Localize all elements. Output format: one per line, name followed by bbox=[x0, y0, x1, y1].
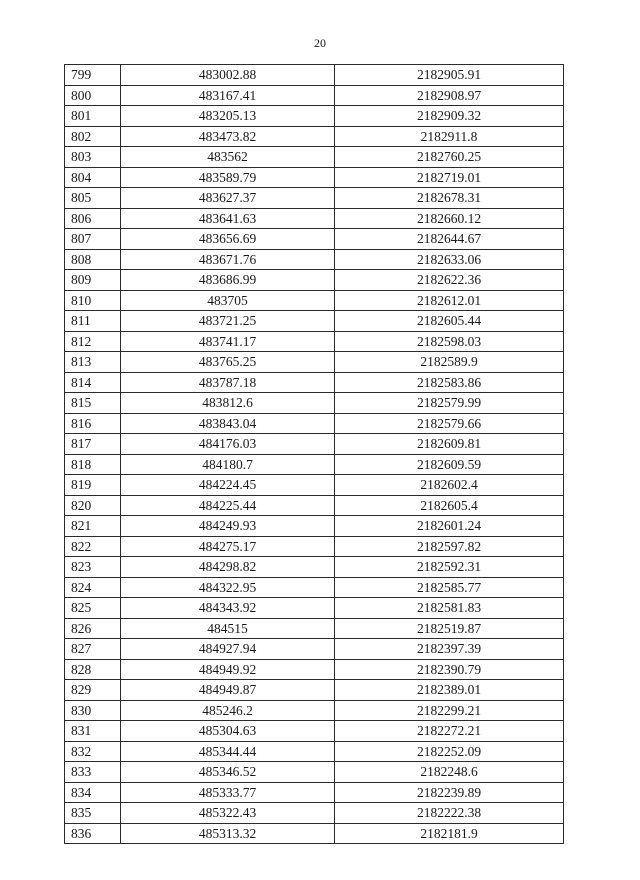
point-number-cell: 822 bbox=[65, 536, 121, 557]
table-row bbox=[65, 208, 564, 229]
x-coordinate-cell: 484927.94 bbox=[121, 639, 335, 660]
x-coordinate-cell: 483205.13 bbox=[121, 106, 335, 127]
x-coordinate-cell: 484176.03 bbox=[121, 434, 335, 455]
point-number-cell: 832 bbox=[65, 741, 121, 762]
x-coordinate-cell: 484515 bbox=[121, 618, 335, 639]
table-row bbox=[65, 65, 564, 86]
point-number-cell: 817 bbox=[65, 434, 121, 455]
point-number-cell: 816 bbox=[65, 413, 121, 434]
table-row bbox=[65, 700, 564, 721]
x-coordinate-cell: 485246.2 bbox=[121, 700, 335, 721]
point-number-cell: 831 bbox=[65, 721, 121, 742]
y-coordinate-cell: 2182589.9 bbox=[335, 352, 564, 373]
y-coordinate-cell: 2182397.39 bbox=[335, 639, 564, 660]
x-coordinate-cell: 483671.76 bbox=[121, 249, 335, 270]
x-coordinate-cell: 483765.25 bbox=[121, 352, 335, 373]
x-coordinate-cell: 485333.77 bbox=[121, 782, 335, 803]
y-coordinate-cell: 2182181.9 bbox=[335, 823, 564, 844]
y-coordinate-cell: 2182612.01 bbox=[335, 290, 564, 311]
table-row bbox=[65, 741, 564, 762]
x-coordinate-cell: 485304.63 bbox=[121, 721, 335, 742]
y-coordinate-cell: 2182622.36 bbox=[335, 270, 564, 291]
x-coordinate-cell: 483589.79 bbox=[121, 167, 335, 188]
table-row bbox=[65, 782, 564, 803]
y-coordinate-cell: 2182581.83 bbox=[335, 598, 564, 619]
x-coordinate-cell: 484275.17 bbox=[121, 536, 335, 557]
table-row bbox=[65, 393, 564, 414]
y-coordinate-cell: 2182390.79 bbox=[335, 659, 564, 680]
table-row bbox=[65, 659, 564, 680]
table-row bbox=[65, 618, 564, 639]
y-coordinate-cell: 2182239.89 bbox=[335, 782, 564, 803]
table-row bbox=[65, 147, 564, 168]
y-coordinate-cell: 2182908.97 bbox=[335, 85, 564, 106]
y-coordinate-cell: 2182579.66 bbox=[335, 413, 564, 434]
x-coordinate-cell: 484180.7 bbox=[121, 454, 335, 475]
coordinates-table-body bbox=[65, 65, 564, 844]
x-coordinate-cell: 483787.18 bbox=[121, 372, 335, 393]
table-row bbox=[65, 352, 564, 373]
point-number-cell: 821 bbox=[65, 516, 121, 537]
table-row bbox=[65, 598, 564, 619]
point-number-cell: 800 bbox=[65, 85, 121, 106]
y-coordinate-cell: 2182389.01 bbox=[335, 680, 564, 701]
point-number-cell: 811 bbox=[65, 311, 121, 332]
x-coordinate-cell: 483002.88 bbox=[121, 65, 335, 86]
y-coordinate-cell: 2182760.25 bbox=[335, 147, 564, 168]
y-coordinate-cell: 2182585.77 bbox=[335, 577, 564, 598]
table-row bbox=[65, 823, 564, 844]
x-coordinate-cell: 483562 bbox=[121, 147, 335, 168]
x-coordinate-cell: 484949.87 bbox=[121, 680, 335, 701]
point-number-cell: 814 bbox=[65, 372, 121, 393]
point-number-cell: 827 bbox=[65, 639, 121, 660]
point-number-cell: 823 bbox=[65, 557, 121, 578]
page-number: 20 bbox=[314, 36, 326, 50]
y-coordinate-cell: 2182252.09 bbox=[335, 741, 564, 762]
table-row bbox=[65, 557, 564, 578]
table-row bbox=[65, 495, 564, 516]
x-coordinate-cell: 485346.52 bbox=[121, 762, 335, 783]
point-number-cell: 808 bbox=[65, 249, 121, 270]
table-row bbox=[65, 454, 564, 475]
x-coordinate-cell: 483705 bbox=[121, 290, 335, 311]
point-number-cell: 805 bbox=[65, 188, 121, 209]
point-number-cell: 810 bbox=[65, 290, 121, 311]
x-coordinate-cell: 484298.82 bbox=[121, 557, 335, 578]
x-coordinate-cell: 483473.82 bbox=[121, 126, 335, 147]
point-number-cell: 815 bbox=[65, 393, 121, 414]
point-number-cell: 801 bbox=[65, 106, 121, 127]
y-coordinate-cell: 2182905.91 bbox=[335, 65, 564, 86]
point-number-cell: 813 bbox=[65, 352, 121, 373]
point-number-cell: 834 bbox=[65, 782, 121, 803]
x-coordinate-cell: 483641.63 bbox=[121, 208, 335, 229]
table-row bbox=[65, 516, 564, 537]
y-coordinate-cell: 2182519.87 bbox=[335, 618, 564, 639]
x-coordinate-cell: 484224.45 bbox=[121, 475, 335, 496]
x-coordinate-cell: 484949.92 bbox=[121, 659, 335, 680]
table-row bbox=[65, 229, 564, 250]
y-coordinate-cell: 2182911.8 bbox=[335, 126, 564, 147]
y-coordinate-cell: 2182248.6 bbox=[335, 762, 564, 783]
point-number-cell: 818 bbox=[65, 454, 121, 475]
x-coordinate-cell: 484343.92 bbox=[121, 598, 335, 619]
y-coordinate-cell: 2182579.99 bbox=[335, 393, 564, 414]
x-coordinate-cell: 485344.44 bbox=[121, 741, 335, 762]
point-number-cell: 819 bbox=[65, 475, 121, 496]
table-row bbox=[65, 434, 564, 455]
y-coordinate-cell: 2182222.38 bbox=[335, 803, 564, 824]
table-row bbox=[65, 249, 564, 270]
point-number-cell: 820 bbox=[65, 495, 121, 516]
y-coordinate-cell: 2182609.59 bbox=[335, 454, 564, 475]
x-coordinate-cell: 483627.37 bbox=[121, 188, 335, 209]
point-number-cell: 812 bbox=[65, 331, 121, 352]
x-coordinate-cell: 483741.17 bbox=[121, 331, 335, 352]
x-coordinate-cell: 483812.6 bbox=[121, 393, 335, 414]
point-number-cell: 829 bbox=[65, 680, 121, 701]
point-number-cell: 802 bbox=[65, 126, 121, 147]
point-number-cell: 835 bbox=[65, 803, 121, 824]
table-row bbox=[65, 762, 564, 783]
y-coordinate-cell: 2182597.82 bbox=[335, 536, 564, 557]
x-coordinate-cell: 484249.93 bbox=[121, 516, 335, 537]
y-coordinate-cell: 2182644.67 bbox=[335, 229, 564, 250]
point-number-cell: 807 bbox=[65, 229, 121, 250]
table-row bbox=[65, 536, 564, 557]
point-number-cell: 804 bbox=[65, 167, 121, 188]
table-row bbox=[65, 413, 564, 434]
y-coordinate-cell: 2182592.31 bbox=[335, 557, 564, 578]
y-coordinate-cell: 2182633.06 bbox=[335, 249, 564, 270]
y-coordinate-cell: 2182583.86 bbox=[335, 372, 564, 393]
point-number-cell: 836 bbox=[65, 823, 121, 844]
table-row bbox=[65, 721, 564, 742]
point-number-cell: 825 bbox=[65, 598, 121, 619]
y-coordinate-cell: 2182605.44 bbox=[335, 311, 564, 332]
y-coordinate-cell: 2182909.32 bbox=[335, 106, 564, 127]
table-row bbox=[65, 803, 564, 824]
point-number-cell: 799 bbox=[65, 65, 121, 86]
table-row bbox=[65, 270, 564, 291]
point-number-cell: 809 bbox=[65, 270, 121, 291]
table-row bbox=[65, 475, 564, 496]
y-coordinate-cell: 2182299.21 bbox=[335, 700, 564, 721]
coordinates-table bbox=[64, 64, 564, 844]
table-row bbox=[65, 126, 564, 147]
y-coordinate-cell: 2182602.4 bbox=[335, 475, 564, 496]
table-row bbox=[65, 188, 564, 209]
point-number-cell: 833 bbox=[65, 762, 121, 783]
table-row bbox=[65, 331, 564, 352]
y-coordinate-cell: 2182660.12 bbox=[335, 208, 564, 229]
table-row bbox=[65, 639, 564, 660]
y-coordinate-cell: 2182678.31 bbox=[335, 188, 564, 209]
x-coordinate-cell: 483167.41 bbox=[121, 85, 335, 106]
y-coordinate-cell: 2182609.81 bbox=[335, 434, 564, 455]
point-number-cell: 803 bbox=[65, 147, 121, 168]
x-coordinate-cell: 485313.32 bbox=[121, 823, 335, 844]
y-coordinate-cell: 2182598.03 bbox=[335, 331, 564, 352]
point-number-cell: 830 bbox=[65, 700, 121, 721]
point-number-cell: 824 bbox=[65, 577, 121, 598]
x-coordinate-cell: 483686.99 bbox=[121, 270, 335, 291]
table-row bbox=[65, 372, 564, 393]
table-row bbox=[65, 167, 564, 188]
table-row bbox=[65, 106, 564, 127]
x-coordinate-cell: 483721.25 bbox=[121, 311, 335, 332]
point-number-cell: 826 bbox=[65, 618, 121, 639]
table-row bbox=[65, 577, 564, 598]
y-coordinate-cell: 2182605.4 bbox=[335, 495, 564, 516]
table-row bbox=[65, 680, 564, 701]
table-row bbox=[65, 85, 564, 106]
y-coordinate-cell: 2182719.01 bbox=[335, 167, 564, 188]
point-number-cell: 828 bbox=[65, 659, 121, 680]
y-coordinate-cell: 2182272.21 bbox=[335, 721, 564, 742]
x-coordinate-cell: 483843.04 bbox=[121, 413, 335, 434]
table-row bbox=[65, 311, 564, 332]
point-number-cell: 806 bbox=[65, 208, 121, 229]
x-coordinate-cell: 484322.95 bbox=[121, 577, 335, 598]
x-coordinate-cell: 484225.44 bbox=[121, 495, 335, 516]
x-coordinate-cell: 483656.69 bbox=[121, 229, 335, 250]
y-coordinate-cell: 2182601.24 bbox=[335, 516, 564, 537]
table-row bbox=[65, 290, 564, 311]
x-coordinate-cell: 485322.43 bbox=[121, 803, 335, 824]
